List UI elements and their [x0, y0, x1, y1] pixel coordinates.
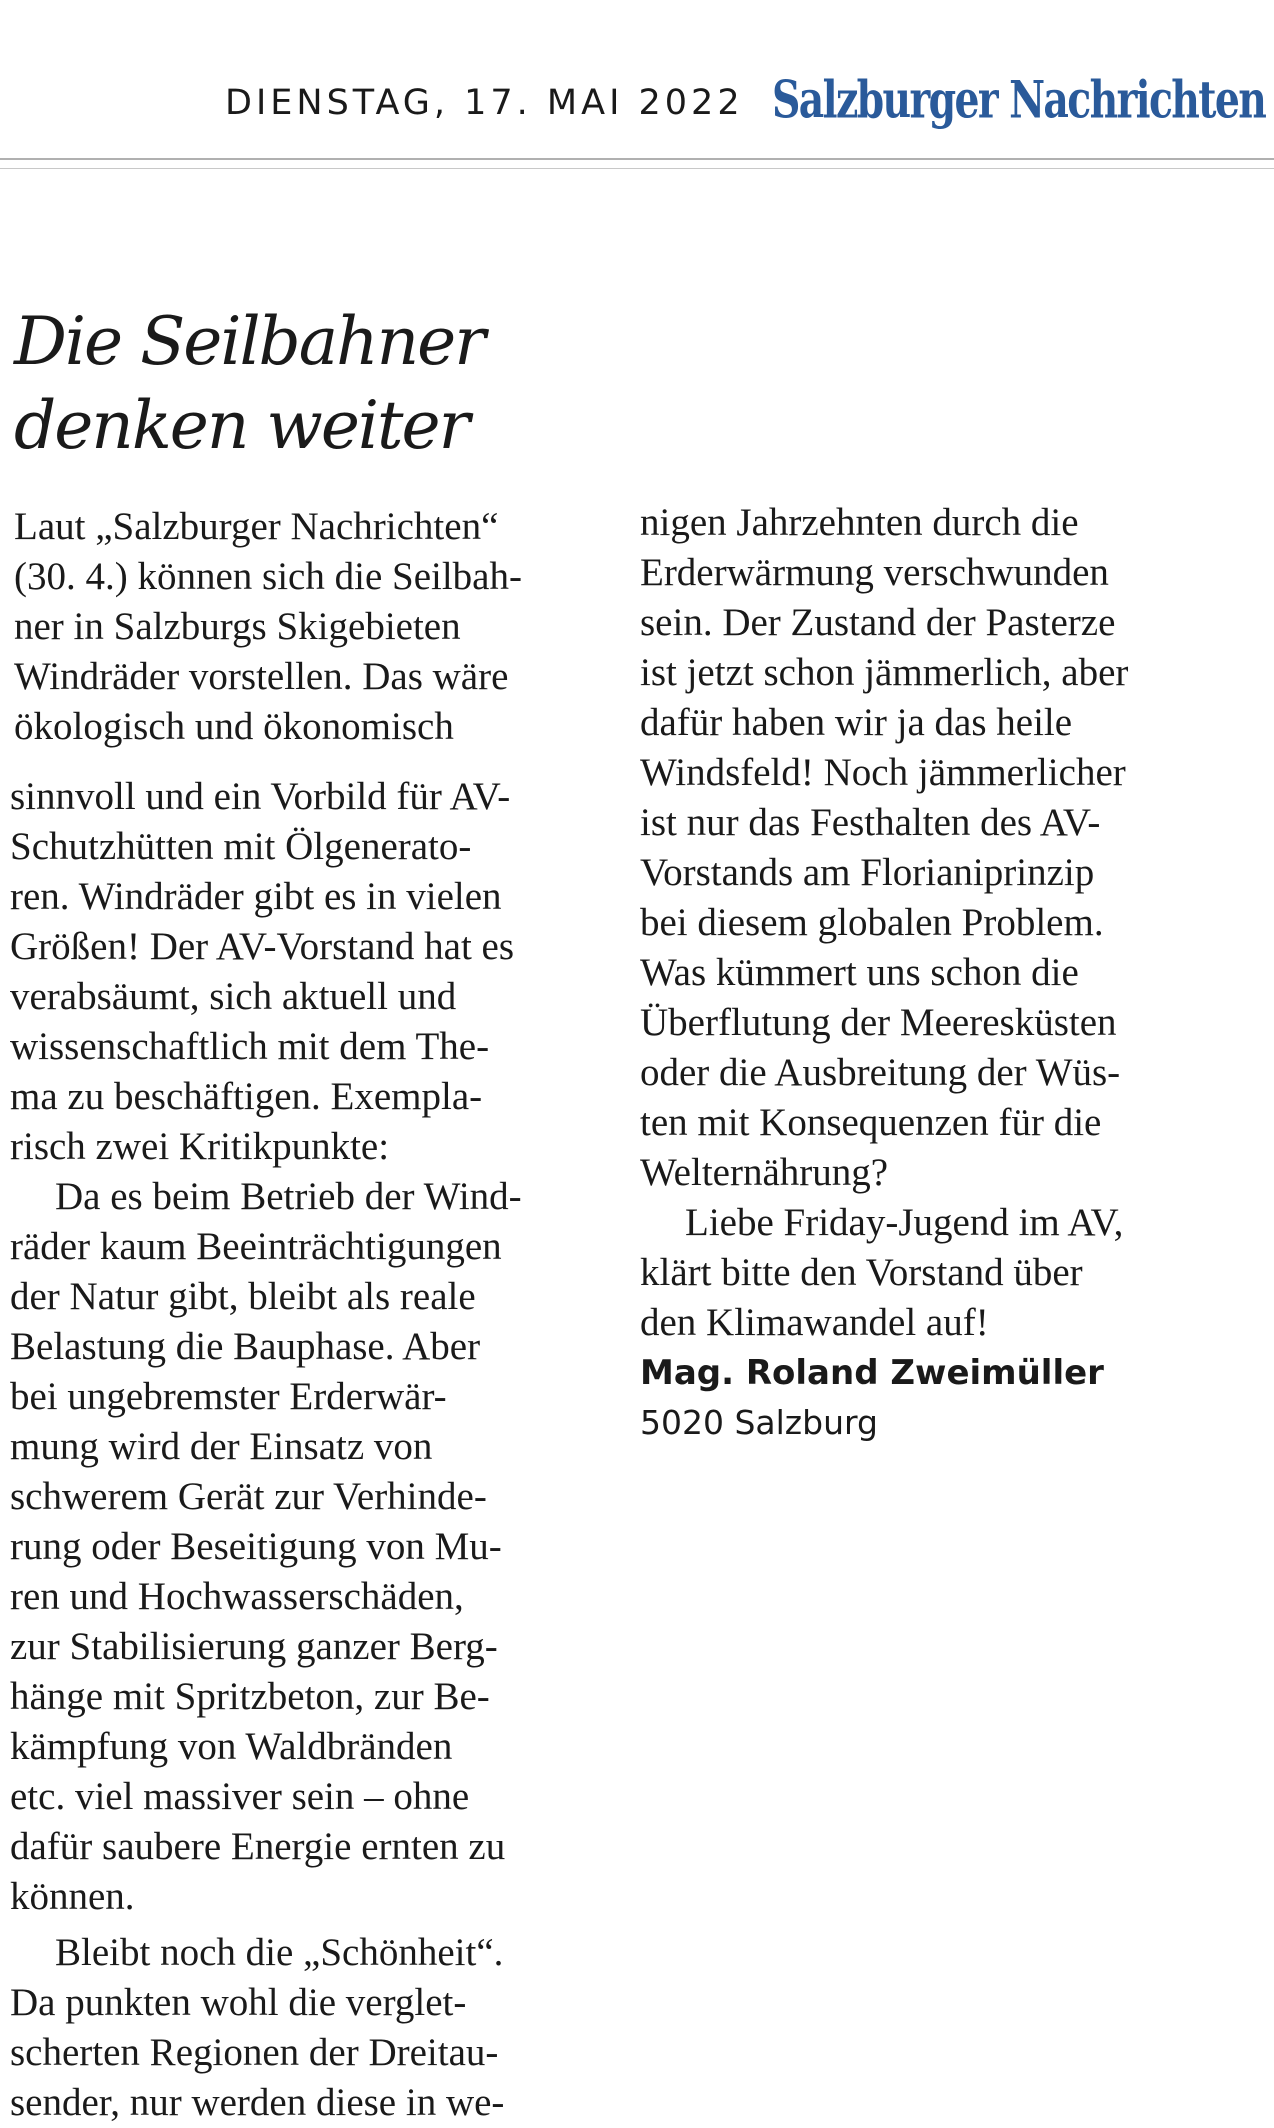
text-line: nigen Jahrzehnten durch die [640, 501, 1079, 544]
text-line: dafür saubere Energie ernten zu [10, 1825, 506, 1868]
text-line: ren. Windräder gibt es in vielen [10, 875, 502, 918]
text-line: Vorstands am Florianiprinzip [640, 851, 1095, 894]
headline-line: Die Seilbahner [14, 303, 484, 380]
text-line: etc. viel massiver sein – ohne [10, 1775, 470, 1818]
text-line: Bleibt noch die „Schönheit“. [55, 1931, 504, 1974]
text-line: ren und Hochwasserschäden, [10, 1575, 464, 1618]
text-line: Da es beim Betrieb der Wind- [55, 1175, 522, 1218]
text-line: Überflutung der Meeresküsten [640, 1001, 1117, 1044]
text-line: räder kaum Beeinträchtigungen [10, 1225, 502, 1268]
text-line: risch zwei Kritikpunkte: [10, 1125, 390, 1168]
text-line: Belastung die Bauphase. Aber [10, 1325, 481, 1368]
letter-author-place: 5020 Salzburg [640, 1403, 878, 1442]
text-line: sinnvoll und ein Vorbild für AV- [10, 775, 511, 818]
text-line: Schutzhütten mit Ölgenerato- [10, 825, 472, 868]
text-line: zur Stabilisierung ganzer Berg- [10, 1625, 498, 1668]
text-line: den Klimawandel auf! [640, 1301, 989, 1344]
article-column-1 [10, 772, 620, 2128]
masthead-rule-thin [0, 168, 1274, 169]
text-line: wissenschaftlich mit dem The- [10, 1025, 490, 1068]
letter-author: Mag. Roland Zweimüller [640, 1353, 1104, 1393]
text-line: hänge mit Spritzbeton, zur Be- [10, 1675, 490, 1718]
text-line: Größen! Der AV-Vorstand hat es [10, 925, 515, 968]
text-line: Welternährung? [640, 1151, 889, 1194]
text-line: Was kümmert uns schon die [640, 951, 1079, 994]
text-line: bei ungebremster Erderwär- [10, 1375, 447, 1418]
headline-line: denken weiter [14, 387, 469, 464]
newspaper-logo: Salzburger Nachrichten [772, 70, 1266, 131]
text-line: (30. 4.) können sich die Seilbah- [14, 555, 522, 598]
text-line: Windräder vorstellen. Das wäre [14, 655, 509, 698]
text-line: klärt bitte den Vorstand über [640, 1251, 1083, 1294]
text-line: ten mit Konsequenzen für die [640, 1101, 1102, 1144]
text-line: sender, nur werden diese in we- [10, 2081, 505, 2124]
article-headline [14, 300, 654, 468]
text-line: oder die Ausbreitung der Wüs- [640, 1051, 1121, 1094]
text-line: Liebe Friday-Jugend im AV, [685, 1201, 1124, 1244]
text-line: mung wird der Einsatz von [10, 1425, 433, 1468]
text-line: rung oder Beseitigung von Mu- [10, 1525, 502, 1568]
text-line: Da punkten wohl die verglet- [10, 1981, 467, 2024]
text-line: dafür haben wir ja das heile [640, 701, 1073, 744]
text-line: verabsäumt, sich aktuell und [10, 975, 457, 1018]
text-line: kämpfung von Waldbränden [10, 1725, 453, 1768]
text-line: ist jetzt schon jämmerlich, aber [640, 651, 1129, 694]
issue-date: DIENSTAG, 17. MAI 2022 [225, 83, 744, 123]
article-column-1-intro [14, 502, 614, 752]
text-line: der Natur gibt, bleibt als reale [10, 1275, 476, 1318]
text-line: ner in Salzburgs Skigebieten [14, 605, 461, 648]
text-line: Erderwärmung verschwunden [640, 551, 1109, 594]
text-line: scherten Regionen der Dreitau- [10, 2031, 499, 2074]
text-line: Windsfeld! Noch jämmerlicher [640, 751, 1126, 794]
text-line: ist nur das Festhalten des AV- [640, 801, 1101, 844]
text-line: ökologisch und ökonomisch [14, 705, 454, 748]
text-line: können. [10, 1875, 135, 1918]
masthead-rule [0, 158, 1274, 160]
masthead [0, 0, 1274, 180]
text-line: sein. Der Zustand der Pasterze [640, 601, 1116, 644]
text-line: Laut „Salzburger Nachrichten“ [14, 505, 499, 548]
article-column-2 [640, 498, 1240, 1448]
text-line: schwerem Gerät zur Verhinde- [10, 1475, 487, 1518]
text-line: bei diesem globalen Problem. [640, 901, 1104, 944]
text-line: ma zu beschäftigen. Exempla- [10, 1075, 483, 1118]
